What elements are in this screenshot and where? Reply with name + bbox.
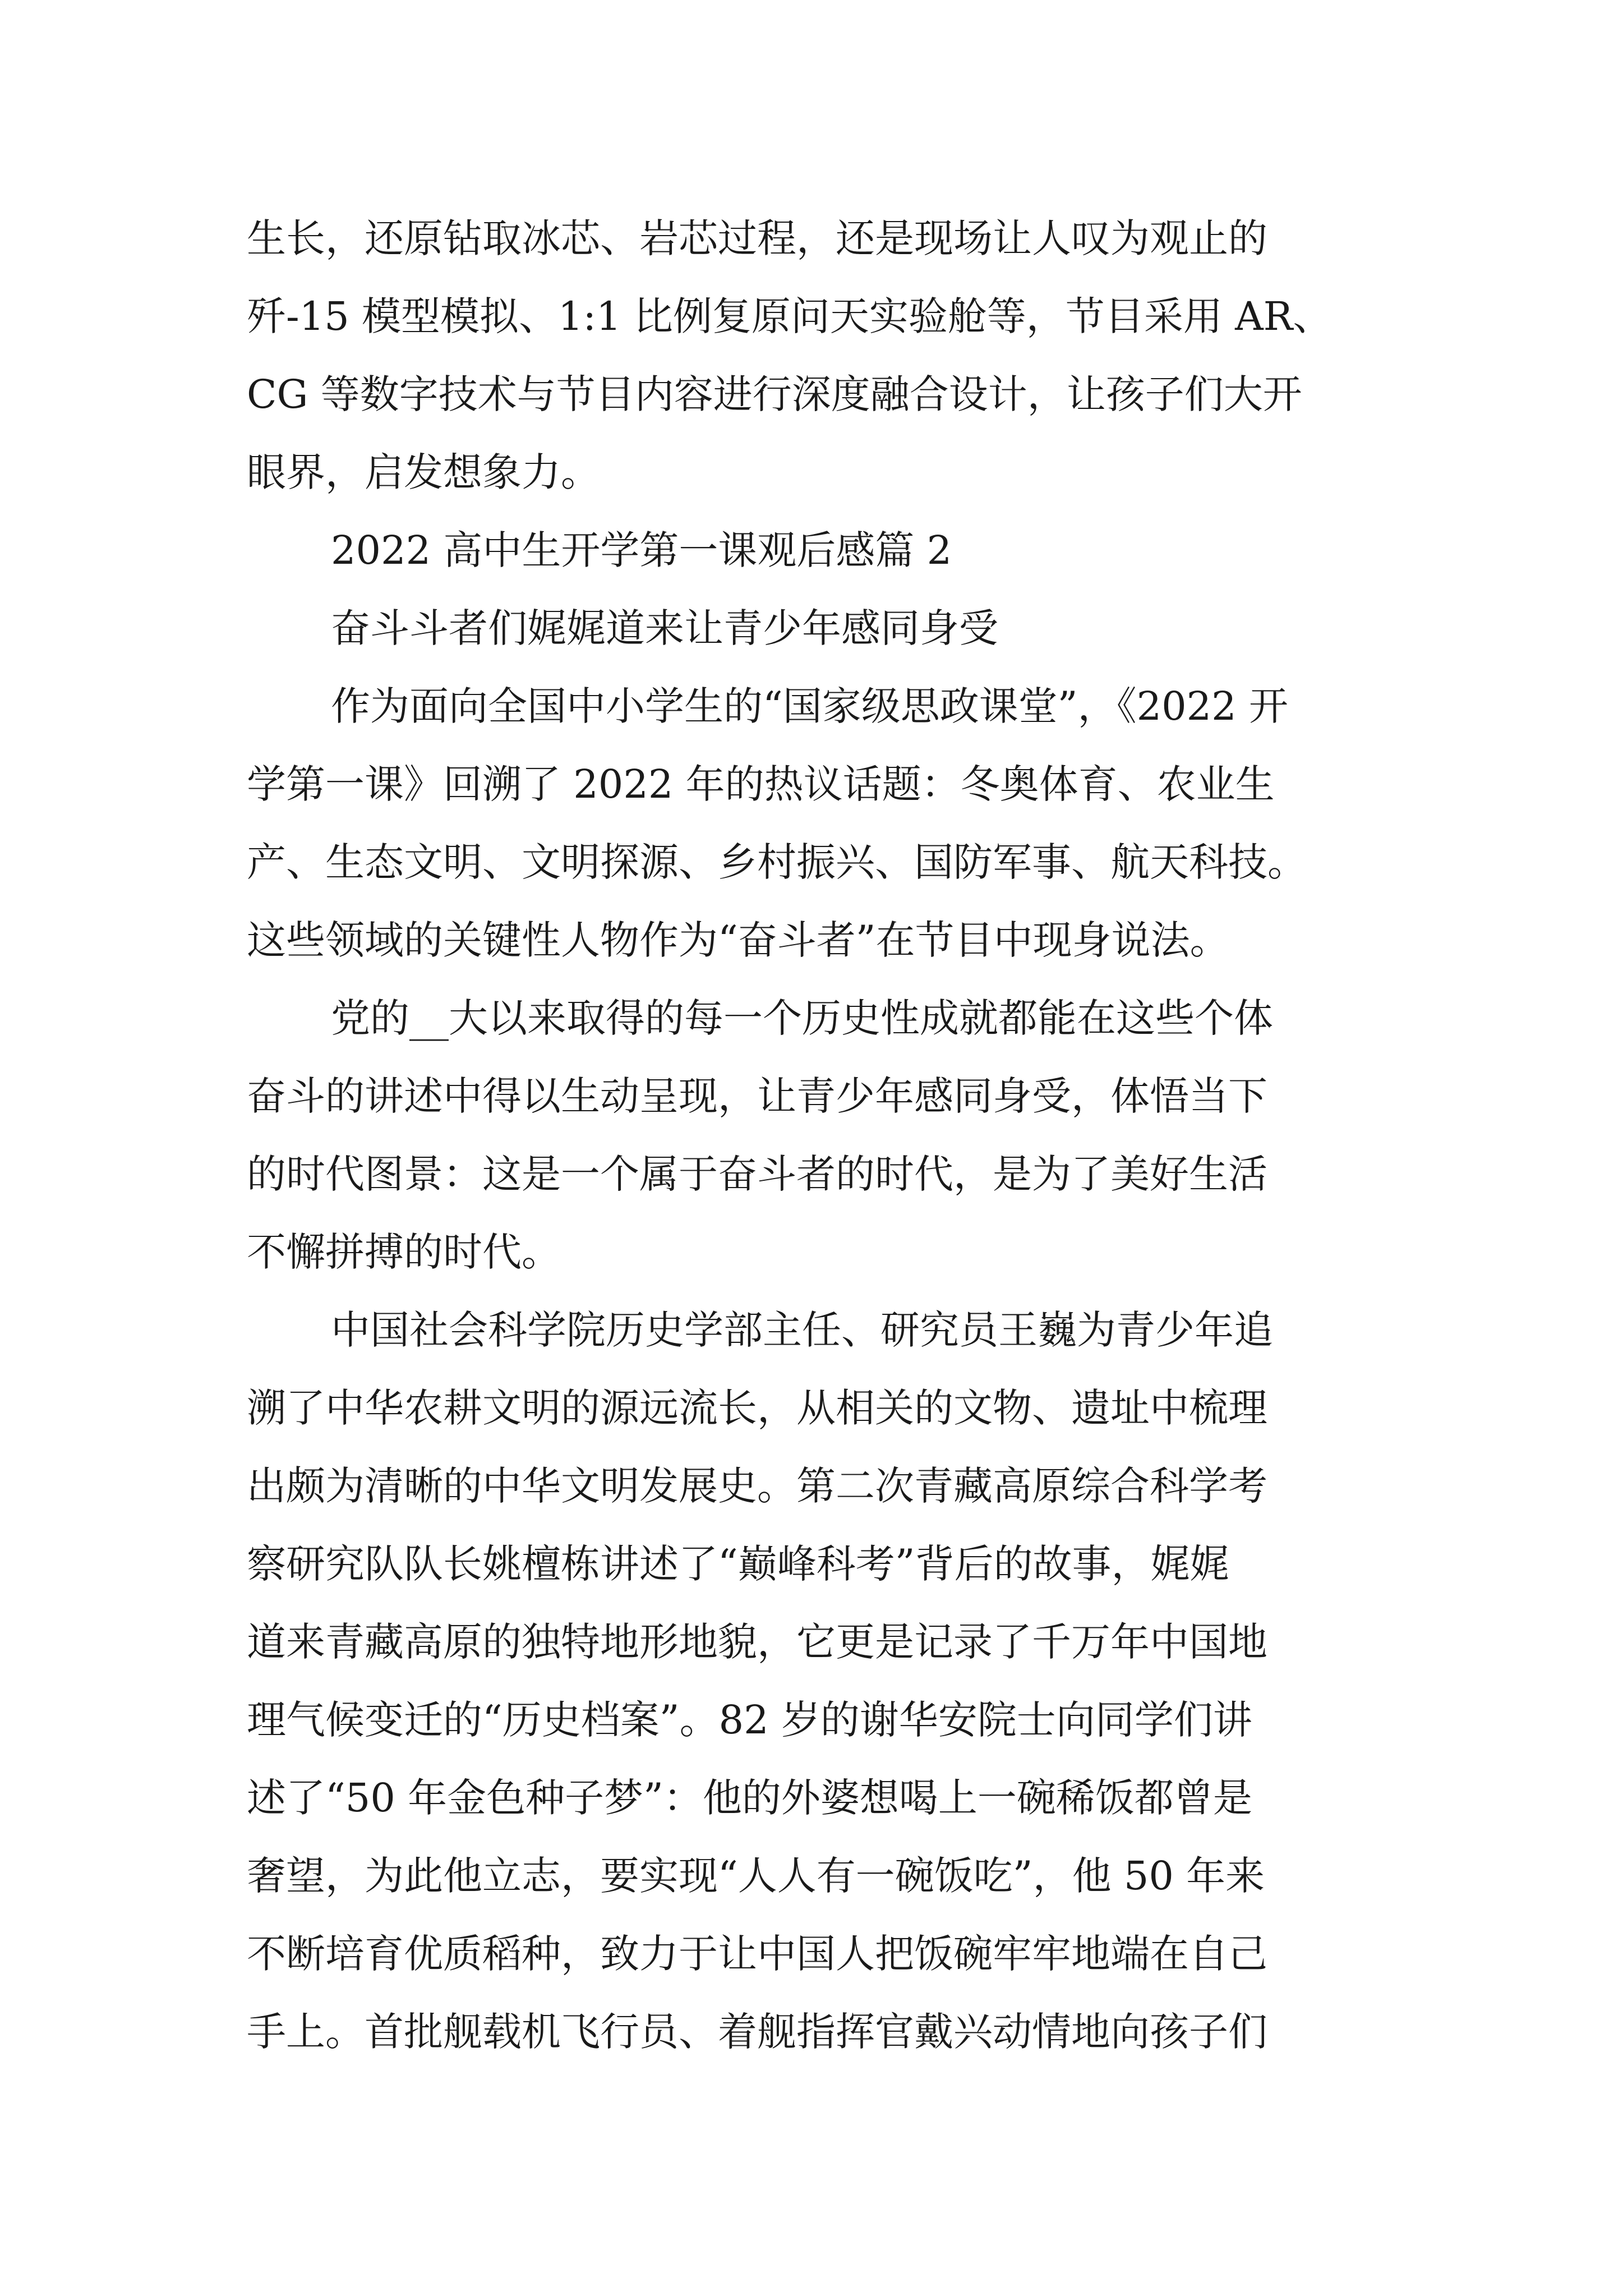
text-line: 歼-15 模型模拟、1:1 比例复原问天实验舱等，节目采用 AR、 — [247, 293, 1332, 339]
text-line: 生长，还原钻取冰芯、岩芯过程，还是现场让人叹为观止的 — [247, 215, 1267, 261]
text-line: 眼界，启发想象力。 — [247, 449, 600, 495]
text-line: 作为面向全国中小学生的“国家级思政课堂”，《2022 开 — [331, 683, 1288, 729]
text-line: 道来青藏高原的独特地形地貌，它更是记录了千万年中国地 — [247, 1619, 1267, 1665]
text-line: 这些领域的关键性人物作为“奋斗者”在节目中现身说法。 — [247, 917, 1229, 963]
text-line: 不断培育优质稻种，致力于让中国人把饭碗牢牢地端在自己 — [247, 1931, 1267, 1977]
text-line: 手上。首批舰载机飞行员、着舰指挥官戴兴动情地向孩子们 — [247, 2009, 1267, 2055]
section-title: 2022 高中生开学第一课观后感篇 2 — [331, 527, 952, 573]
document-body — [247, 200, 1380, 2071]
text-line: 的时代图景：这是一个属于奋斗者的时代，是为了美好生活 — [247, 1151, 1267, 1197]
text-line: 奋斗的讲述中得以生动呈现，让青少年感同身受，体悟当下 — [247, 1073, 1267, 1119]
text-line: CG 等数字技术与节目内容进行深度融合设计，让孩子们大开 — [247, 371, 1302, 417]
text-line: 出颇为清晰的中华文明发展史。第二次青藏高原综合科学考 — [247, 1463, 1267, 1509]
section-subtitle: 奋斗斗者们娓娓道来让青少年感同身受 — [331, 605, 998, 651]
text-line: 党的__大以来取得的每一个历史性成就都能在这些个体 — [331, 995, 1273, 1041]
text-line: 理气候变迁的“历史档案”。82 岁的谢华安院士向同学们讲 — [247, 1697, 1252, 1743]
text-line: 产、生态文明、文明探源、乡村振兴、国防军事、航天科技。 — [247, 839, 1307, 885]
text-line: 学第一课》回溯了 2022 年的热议话题：冬奥体育、农业生 — [247, 761, 1275, 807]
text-line: 中国社会科学院历史学部主任、研究员王巍为青少年追 — [331, 1307, 1273, 1353]
text-line: 不懈拼搏的时代。 — [247, 1229, 561, 1275]
text-line: 奢望，为此他立志，要实现“人人有一碗饭吃”，他 50 年来 — [247, 1853, 1265, 1899]
text-line: 察研究队队长姚檀栋讲述了“巅峰科考”背后的故事，娓娓 — [247, 1541, 1229, 1587]
text-line: 溯了中华农耕文明的源远流长，从相关的文物、遗址中梳理 — [247, 1385, 1267, 1431]
text-line: 述了“50 年金色种子梦”：他的外婆想喝上一碗稀饭都曾是 — [247, 1775, 1252, 1821]
